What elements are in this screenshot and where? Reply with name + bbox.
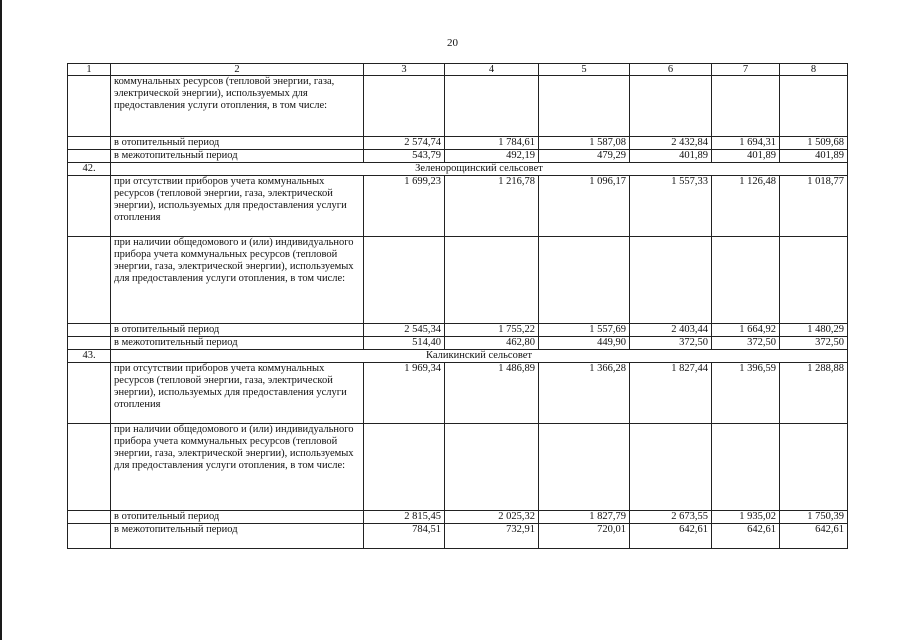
row-number xyxy=(68,137,111,150)
header-row xyxy=(68,64,848,76)
value-cell: 720,01 xyxy=(539,524,630,549)
value-cell xyxy=(780,424,848,511)
table-row xyxy=(68,150,848,163)
section-row xyxy=(68,163,848,176)
value-cell: 449,90 xyxy=(539,337,630,350)
value-cell: 1 694,31 xyxy=(712,137,780,150)
value-cell xyxy=(780,237,848,324)
value-cell xyxy=(712,237,780,324)
row-number xyxy=(68,76,111,137)
table-row xyxy=(68,137,848,150)
value-cell: 2 673,55 xyxy=(630,511,712,524)
tariff-table xyxy=(67,63,848,549)
value-cell: 2 545,34 xyxy=(364,324,445,337)
table-row xyxy=(68,363,848,424)
table-row xyxy=(68,324,848,337)
section-row xyxy=(68,350,848,363)
value-cell xyxy=(364,237,445,324)
row-number xyxy=(68,337,111,350)
value-cell xyxy=(630,76,712,137)
row-label: при наличии общедомового и (или) индивидуального прибора учета коммунальных ресурсов (тепловой энергии, газа, электрической энергии), используемых для предоставления услуги отопления, в том числе: xyxy=(111,237,364,324)
value-cell: 1 557,69 xyxy=(539,324,630,337)
value-cell: 642,61 xyxy=(780,524,848,549)
row-label: в межотопительный период xyxy=(111,337,364,350)
value-cell xyxy=(445,76,539,137)
row-number xyxy=(68,150,111,163)
section-title: Каликинский сельсовет xyxy=(111,350,848,363)
value-cell: 642,61 xyxy=(630,524,712,549)
row-number xyxy=(68,363,111,424)
row-label: в отопительный период xyxy=(111,511,364,524)
value-cell: 2 403,44 xyxy=(630,324,712,337)
table-row xyxy=(68,511,848,524)
value-cell: 1 699,23 xyxy=(364,176,445,237)
section-title: Зеленорощинский сельсовет xyxy=(111,163,848,176)
row-label: в межотопительный период xyxy=(111,524,364,549)
value-cell: 1 216,78 xyxy=(445,176,539,237)
header-cell: 3 xyxy=(364,64,445,76)
value-cell: 1 935,02 xyxy=(712,511,780,524)
value-cell: 1 664,92 xyxy=(712,324,780,337)
value-cell: 2 432,84 xyxy=(630,137,712,150)
table-row xyxy=(68,337,848,350)
value-cell: 1 509,68 xyxy=(780,137,848,150)
value-cell xyxy=(445,237,539,324)
value-cell xyxy=(364,76,445,137)
value-cell xyxy=(364,424,445,511)
header-cell: 1 xyxy=(68,64,111,76)
table-row xyxy=(68,424,848,511)
row-label: при наличии общедомового и (или) индивидуального прибора учета коммунальных ресурсов (тепловой энергии, газа, электрической энергии), используемых для предоставления услуги отопления, в том числе: xyxy=(111,424,364,511)
value-cell: 1 784,61 xyxy=(445,137,539,150)
value-cell: 1 486,89 xyxy=(445,363,539,424)
value-cell: 514,40 xyxy=(364,337,445,350)
value-cell: 401,89 xyxy=(712,150,780,163)
row-label: при отсутствии приборов учета коммунальных ресурсов (тепловой энергии, газа, электрической энергии), используемых для предоставления услуги отопления xyxy=(111,176,364,237)
header-cell: 2 xyxy=(111,64,364,76)
row-number xyxy=(68,511,111,524)
value-cell: 2 574,74 xyxy=(364,137,445,150)
scan-edge xyxy=(0,0,2,640)
page-number: 20 xyxy=(447,37,458,49)
header-cell: 6 xyxy=(630,64,712,76)
row-number: 43. xyxy=(68,350,111,363)
value-cell: 1 557,33 xyxy=(630,176,712,237)
header-cell: 8 xyxy=(780,64,848,76)
value-cell: 784,51 xyxy=(364,524,445,549)
value-cell: 1 827,44 xyxy=(630,363,712,424)
row-number xyxy=(68,237,111,324)
value-cell xyxy=(712,424,780,511)
value-cell: 1 288,88 xyxy=(780,363,848,424)
value-cell: 401,89 xyxy=(780,150,848,163)
row-number xyxy=(68,524,111,549)
header-cell: 4 xyxy=(445,64,539,76)
value-cell: 479,29 xyxy=(539,150,630,163)
value-cell xyxy=(712,76,780,137)
value-cell: 2 815,45 xyxy=(364,511,445,524)
value-cell: 1 366,28 xyxy=(539,363,630,424)
value-cell: 1 096,17 xyxy=(539,176,630,237)
row-label: в отопительный период xyxy=(111,137,364,150)
value-cell xyxy=(539,424,630,511)
value-cell xyxy=(630,237,712,324)
row-label: в межотопительный период xyxy=(111,150,364,163)
value-cell: 1 750,39 xyxy=(780,511,848,524)
value-cell: 372,50 xyxy=(630,337,712,350)
value-cell xyxy=(445,424,539,511)
value-cell xyxy=(539,237,630,324)
row-label: в отопительный период xyxy=(111,324,364,337)
value-cell: 401,89 xyxy=(630,150,712,163)
value-cell xyxy=(780,76,848,137)
table-row xyxy=(68,524,848,549)
header-cell: 5 xyxy=(539,64,630,76)
table-row xyxy=(68,76,848,137)
value-cell: 462,80 xyxy=(445,337,539,350)
value-cell: 1 969,34 xyxy=(364,363,445,424)
row-label: коммунальных ресурсов (тепловой энергии, газа, электрической энергии), используемых для предоставления услуги отопления, в том числе: xyxy=(111,76,364,137)
value-cell: 732,91 xyxy=(445,524,539,549)
table-row xyxy=(68,237,848,324)
value-cell: 372,50 xyxy=(780,337,848,350)
row-label: при отсутствии приборов учета коммунальных ресурсов (тепловой энергии, газа, электрической энергии), используемых для предоставления услуги отопления xyxy=(111,363,364,424)
table-row xyxy=(68,176,848,237)
row-number: 42. xyxy=(68,163,111,176)
value-cell: 1 480,29 xyxy=(780,324,848,337)
value-cell: 492,19 xyxy=(445,150,539,163)
value-cell: 543,79 xyxy=(364,150,445,163)
header-cell: 7 xyxy=(712,64,780,76)
value-cell: 1 126,48 xyxy=(712,176,780,237)
value-cell: 1 587,08 xyxy=(539,137,630,150)
value-cell: 1 396,59 xyxy=(712,363,780,424)
value-cell: 1 827,79 xyxy=(539,511,630,524)
row-number xyxy=(68,324,111,337)
value-cell xyxy=(539,76,630,137)
value-cell: 1 018,77 xyxy=(780,176,848,237)
value-cell: 1 755,22 xyxy=(445,324,539,337)
value-cell: 2 025,32 xyxy=(445,511,539,524)
value-cell: 642,61 xyxy=(712,524,780,549)
row-number xyxy=(68,176,111,237)
value-cell xyxy=(630,424,712,511)
row-number xyxy=(68,424,111,511)
value-cell: 372,50 xyxy=(712,337,780,350)
